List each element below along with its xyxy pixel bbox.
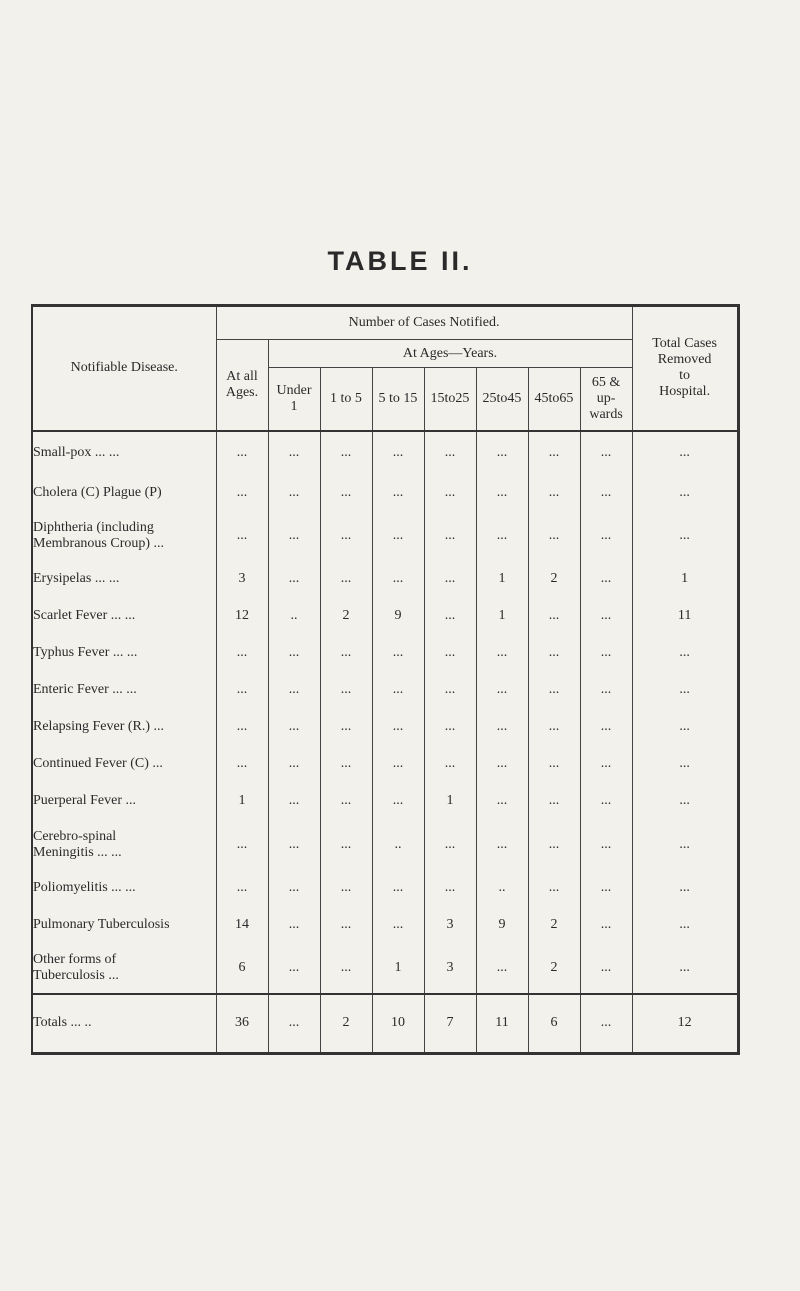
value-cell: ... [320, 870, 372, 907]
value-cell: ... [268, 820, 320, 870]
header-removed: Total Cases Removed to Hospital. [632, 306, 738, 430]
value-cell: ... [476, 431, 528, 475]
total-cell: ... [580, 994, 632, 1054]
value-cell: 1 [424, 783, 476, 820]
value-cell: ... [320, 820, 372, 870]
value-cell: ... [216, 870, 268, 907]
value-cell: ... [476, 783, 528, 820]
header-number-notified: Number of Cases Notified. [216, 306, 632, 340]
value-cell: ... [476, 475, 528, 511]
disease-name: Small-pox ... ... [32, 431, 216, 475]
value-cell: ... [580, 944, 632, 994]
table-body [32, 431, 738, 994]
value-cell: ... [528, 746, 580, 783]
value-cell: ... [476, 511, 528, 561]
disease-name: Erysipelas ... ... [32, 561, 216, 598]
value-cell: ... [528, 820, 580, 870]
value-cell: ... [372, 709, 424, 746]
value-cell: ... [632, 820, 738, 870]
header-age-15-25: 15to25 [424, 368, 476, 430]
value-cell: ... [476, 820, 528, 870]
value-cell: ... [372, 870, 424, 907]
disease-name: Cerebro-spinal Meningitis ... ... [32, 820, 216, 870]
table-row [32, 783, 738, 820]
value-cell: 1 [476, 561, 528, 598]
table-row [32, 944, 738, 994]
value-cell: ... [580, 820, 632, 870]
value-cell: ... [580, 907, 632, 944]
value-cell: ... [528, 475, 580, 511]
value-cell: ... [580, 431, 632, 475]
value-cell: ... [268, 783, 320, 820]
value-cell: ... [580, 709, 632, 746]
value-cell: ... [216, 431, 268, 475]
disease-name: Other forms of Tuberculosis ... [32, 944, 216, 994]
value-cell: ... [580, 598, 632, 635]
disease-name: Typhus Fever ... ... [32, 635, 216, 672]
value-cell: ... [268, 907, 320, 944]
value-cell: ... [632, 635, 738, 672]
total-cell: 12 [632, 994, 738, 1054]
notifications-table [31, 304, 740, 1055]
value-cell: ... [580, 672, 632, 709]
value-cell: ... [216, 635, 268, 672]
value-cell: 6 [216, 944, 268, 994]
value-cell: ... [580, 475, 632, 511]
header-disease: Notifiable Disease. [32, 306, 216, 430]
value-cell: ... [476, 746, 528, 783]
totals-row [32, 994, 738, 1054]
value-cell: 2 [320, 598, 372, 635]
value-cell: ... [320, 475, 372, 511]
disease-name: Relapsing Fever (R.) ... [32, 709, 216, 746]
value-cell: ... [632, 709, 738, 746]
value-cell: .. [268, 598, 320, 635]
value-cell: ... [268, 746, 320, 783]
value-cell: ... [424, 709, 476, 746]
disease-name: Cholera (C) Plague (P) [32, 475, 216, 511]
total-cell: 11 [476, 994, 528, 1054]
value-cell: 1 [632, 561, 738, 598]
value-cell: ... [372, 746, 424, 783]
value-cell: ... [424, 475, 476, 511]
value-cell: ... [476, 635, 528, 672]
total-cell: 10 [372, 994, 424, 1054]
value-cell: ... [268, 475, 320, 511]
value-cell: ... [424, 672, 476, 709]
value-cell: ... [424, 820, 476, 870]
value-cell: 1 [372, 944, 424, 994]
value-cell: ... [424, 561, 476, 598]
value-cell: ... [372, 561, 424, 598]
table-row [32, 746, 738, 783]
total-cell: ... [268, 994, 320, 1054]
value-cell: ... [268, 944, 320, 994]
value-cell: ... [528, 598, 580, 635]
value-cell: ... [632, 870, 738, 907]
value-cell: ... [372, 783, 424, 820]
value-cell: ... [320, 635, 372, 672]
value-cell: ... [268, 672, 320, 709]
header-age-65-up: 65 & up- wards [580, 368, 632, 430]
disease-name: Diphtheria (including Membranous Croup) ... [32, 511, 216, 561]
header-age-45-65: 45to65 [528, 368, 580, 430]
table-row [32, 431, 738, 475]
value-cell: ... [268, 709, 320, 746]
value-cell: ... [476, 709, 528, 746]
value-cell: ... [372, 431, 424, 475]
disease-name: Enteric Fever ... ... [32, 672, 216, 709]
value-cell: ... [528, 635, 580, 672]
value-cell: ... [632, 431, 738, 475]
value-cell: ... [424, 431, 476, 475]
header-age-1-5: 1 to 5 [320, 368, 372, 430]
value-cell: ... [216, 475, 268, 511]
value-cell: ... [424, 598, 476, 635]
value-cell: ... [320, 746, 372, 783]
total-cell: 2 [320, 994, 372, 1054]
value-cell: 2 [528, 907, 580, 944]
value-cell: ... [424, 635, 476, 672]
value-cell: ... [528, 783, 580, 820]
value-cell: 3 [424, 907, 476, 944]
value-cell: ... [580, 561, 632, 598]
value-cell: ... [320, 431, 372, 475]
table-row [32, 635, 738, 672]
value-cell: ... [268, 431, 320, 475]
value-cell: ... [320, 672, 372, 709]
value-cell: 2 [528, 561, 580, 598]
value-cell: ... [476, 672, 528, 709]
value-cell: 3 [216, 561, 268, 598]
header-age-5-15: 5 to 15 [372, 368, 424, 430]
value-cell: ... [528, 511, 580, 561]
value-cell: ... [216, 820, 268, 870]
value-cell: ... [632, 746, 738, 783]
value-cell: ... [528, 709, 580, 746]
value-cell: ... [268, 635, 320, 672]
value-cell: ... [268, 511, 320, 561]
value-cell: ... [320, 709, 372, 746]
value-cell: ... [580, 870, 632, 907]
header-all-ages: At all Ages. [216, 340, 268, 430]
value-cell: 14 [216, 907, 268, 944]
value-cell: ... [580, 746, 632, 783]
value-cell: ... [632, 672, 738, 709]
table-row [32, 907, 738, 944]
table-row [32, 870, 738, 907]
value-cell: ... [320, 907, 372, 944]
value-cell: ... [580, 635, 632, 672]
table-row [32, 820, 738, 870]
value-cell: 12 [216, 598, 268, 635]
disease-name: Poliomyelitis ... ... [32, 870, 216, 907]
value-cell: ... [320, 944, 372, 994]
value-cell: ... [216, 746, 268, 783]
value-cell: ... [580, 783, 632, 820]
value-cell: ... [268, 561, 320, 598]
table-row [32, 598, 738, 635]
value-cell: .. [372, 820, 424, 870]
value-cell: ... [424, 746, 476, 783]
disease-name: Continued Fever (C) ... [32, 746, 216, 783]
value-cell: 9 [476, 907, 528, 944]
value-cell: ... [268, 870, 320, 907]
page-title: TABLE II. [327, 246, 473, 276]
value-cell: ... [320, 511, 372, 561]
value-cell: 2 [528, 944, 580, 994]
totals-label: Totals ... .. [32, 994, 216, 1054]
value-cell: 1 [216, 783, 268, 820]
value-cell: ... [372, 635, 424, 672]
value-cell: ... [372, 475, 424, 511]
value-cell: ... [216, 672, 268, 709]
value-cell: .. [476, 870, 528, 907]
value-cell: ... [320, 783, 372, 820]
disease-name: Pulmonary Tuberculosis [32, 907, 216, 944]
value-cell: ... [632, 944, 738, 994]
value-cell: ... [528, 870, 580, 907]
table-row [32, 561, 738, 598]
value-cell: ... [528, 431, 580, 475]
header-age-25-45: 25to45 [476, 368, 528, 430]
table-row [32, 672, 738, 709]
value-cell: ... [632, 475, 738, 511]
value-cell: ... [528, 672, 580, 709]
value-cell: ... [632, 907, 738, 944]
value-cell: ... [476, 944, 528, 994]
value-cell: 3 [424, 944, 476, 994]
value-cell: ... [580, 511, 632, 561]
value-cell: ... [632, 783, 738, 820]
header-age-under-1: Under 1 [268, 368, 320, 430]
value-cell: ... [372, 511, 424, 561]
table-row [32, 511, 738, 561]
total-cell: 7 [424, 994, 476, 1054]
value-cell: ... [372, 672, 424, 709]
disease-name: Puerperal Fever ... [32, 783, 216, 820]
header-at-ages: At Ages—Years. [268, 340, 632, 368]
value-cell: ... [320, 561, 372, 598]
value-cell: ... [424, 511, 476, 561]
value-cell: ... [424, 870, 476, 907]
value-cell: 9 [372, 598, 424, 635]
table-row [32, 475, 738, 511]
value-cell: ... [216, 709, 268, 746]
total-cell: 36 [216, 994, 268, 1054]
value-cell: 11 [632, 598, 738, 635]
value-cell: ... [632, 511, 738, 561]
table-row [32, 709, 738, 746]
value-cell: ... [372, 907, 424, 944]
value-cell: ... [216, 511, 268, 561]
value-cell: 1 [476, 598, 528, 635]
disease-name: Scarlet Fever ... ... [32, 598, 216, 635]
total-cell: 6 [528, 994, 580, 1054]
